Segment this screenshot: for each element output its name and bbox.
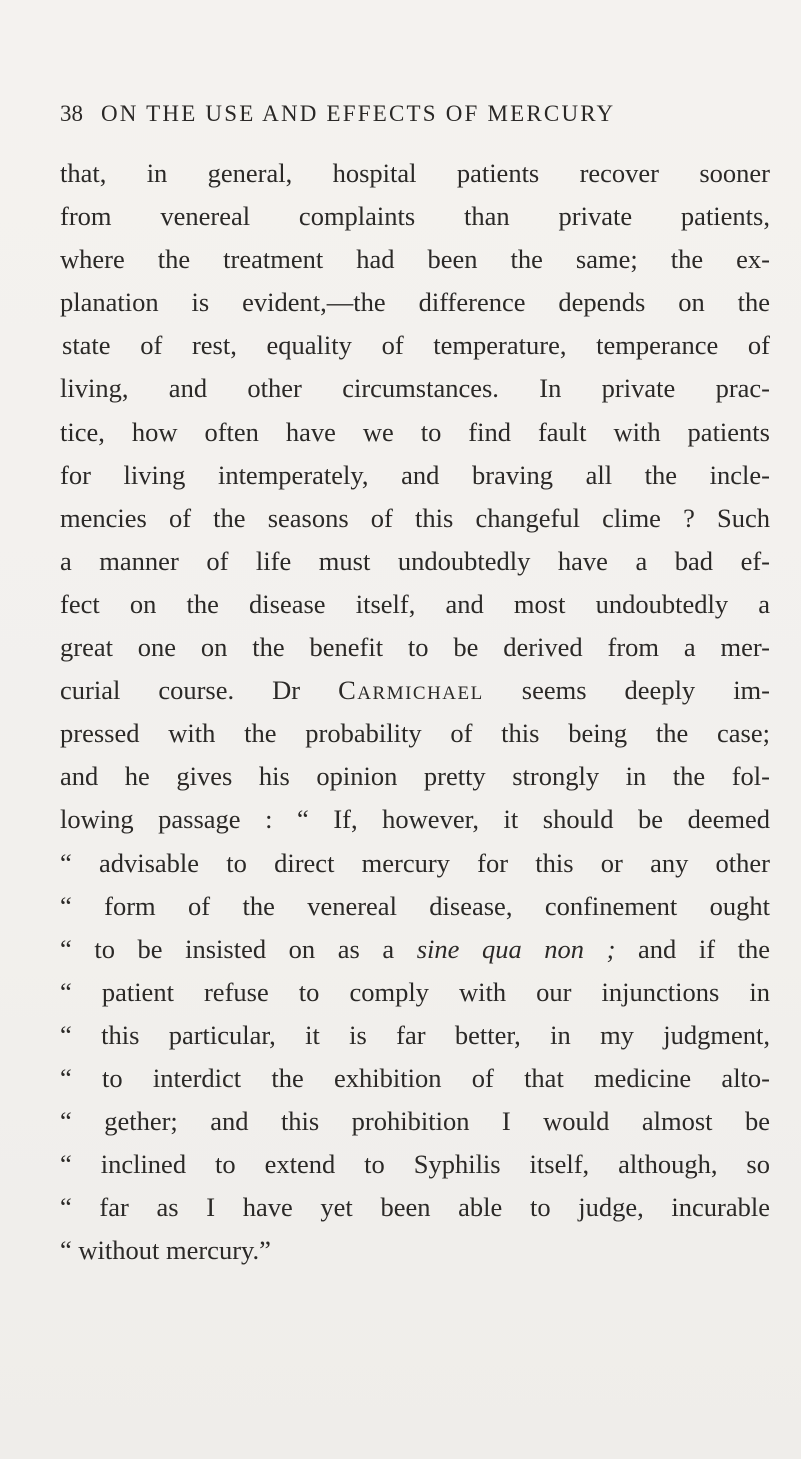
- text-line: state of rest, equality of temperature, temperance of: [62, 330, 770, 361]
- text-line: pressed with the probability of this being the case;: [60, 718, 770, 749]
- latin-phrase: sine qua non ;: [416, 933, 616, 964]
- page-number: 38: [60, 101, 83, 126]
- text-line-with-name: [60, 669, 770, 712]
- text-line: and he gives his opinion pretty strongly in the fol-: [60, 761, 770, 792]
- quoted-line: “ patient refuse to comply with our injunctions in: [60, 976, 770, 1007]
- text-segment: curial course. Dr: [60, 675, 339, 706]
- text-line: fect on the disease itself, and most undoubtedly a: [60, 588, 770, 619]
- quoted-line: “ to interdict the exhibition of that medicine alto-: [60, 1062, 770, 1093]
- text-line: tice, how often have we to find fault with patients: [60, 416, 770, 447]
- text-line: from venereal complaints than private patients,: [60, 201, 770, 232]
- quoted-line: “ gether; and this prohibition I would almost be: [60, 1106, 770, 1137]
- text-line: planation is evident,—the difference depends on the: [60, 287, 770, 318]
- quoted-line: “ without mercury.”: [60, 1235, 271, 1266]
- text-line: living, and other circumstances. In private prac-: [60, 373, 770, 404]
- text-line: that, in general, hospital patients recover sooner: [60, 158, 770, 188]
- running-head: [60, 101, 760, 127]
- text-line: for living intemperately, and braving all the incle-: [60, 459, 770, 490]
- quoted-line: “ form of the venereal disease, confinement ought: [60, 890, 770, 921]
- text-segment: seems deeply im-: [483, 675, 770, 706]
- text-line: lowing passage : “ If, however, it should be deemed: [60, 804, 770, 835]
- body-text: [60, 152, 770, 1272]
- text-line: mencies of the seasons of this changeful clime ? Such: [60, 502, 770, 533]
- quoted-line: “ inclined to extend to Syphilis itself, although, so: [60, 1149, 770, 1180]
- text-line: where the treatment had been the same; the ex-: [60, 244, 770, 275]
- text-segment: “ to be insisted on as a: [60, 933, 417, 964]
- author-name: Carmichael: [338, 675, 484, 706]
- quoted-line-with-latin: [60, 928, 770, 971]
- quoted-line: “ advisable to direct mercury for this or any other: [60, 847, 770, 878]
- text-segment: and if the: [615, 933, 770, 964]
- text-line: great one on the benefit to be derived from a mer-: [60, 632, 770, 663]
- running-title: ON THE USE AND EFFECTS OF MERCURY: [101, 101, 616, 126]
- text-line: a manner of life must undoubtedly have a bad ef-: [60, 545, 770, 576]
- quoted-line: “ far as I have yet been able to judge, incurable: [60, 1192, 770, 1223]
- quoted-line: “ this particular, it is far better, in my judgment,: [60, 1019, 770, 1050]
